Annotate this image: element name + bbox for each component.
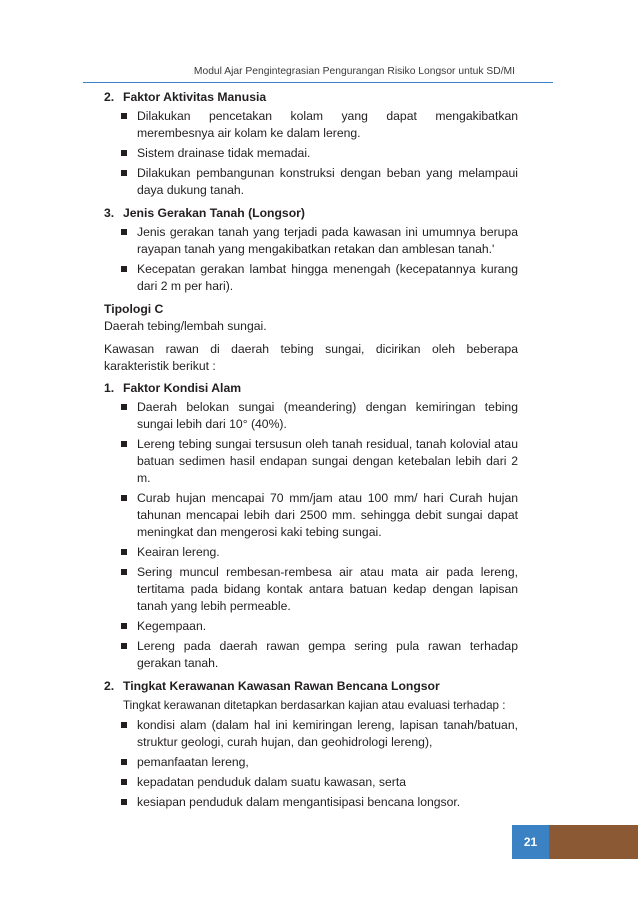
square-bullet-icon (121, 759, 127, 765)
square-bullet-icon (121, 799, 127, 805)
section-intro: Tingkat kerawanan ditetapkan berdasarkan kajian atau evaluasi terhadap : (123, 699, 506, 712)
bullet-list (104, 717, 518, 811)
square-bullet-icon (121, 623, 127, 629)
list-item: Lereng tebing sungai tersusun oleh tanah residual, tanah kolovial atau batuan sedimen hasil endapan sungai dengan ketebalan lebih dari 2 m. (104, 436, 518, 487)
bullet-list (104, 108, 518, 199)
list-item: Dilakukan pembangunan konstruksi dengan beban yang melampaui daya dukung tanah. (104, 165, 518, 199)
bullet-list (104, 224, 518, 295)
bullet-list (104, 399, 518, 672)
page-number: 21 (512, 825, 549, 859)
square-bullet-icon (121, 549, 127, 555)
square-bullet-icon (121, 643, 127, 649)
section-title: Faktor Aktivitas Manusia (123, 90, 267, 104)
list-item: Keairan lereng. (104, 544, 518, 561)
tipologi-title: Tipologi C (104, 302, 164, 316)
section-number: 1. (104, 381, 115, 395)
list-item: Lereng pada daerah rawan gempa sering pula rawan terhadap gerakan tanah. (104, 638, 518, 672)
section-number: 3. (104, 206, 115, 220)
list-item: Sistem drainase tidak memadai. (104, 145, 518, 162)
square-bullet-icon (121, 495, 127, 501)
list-item: kesiapan penduduk dalam mengantisipasi bencana longsor. (104, 794, 518, 811)
list-item: Sering muncul rembesan-rembesa air atau mata air pada lereng, tertitama pada bidang kontak antara batuan kedap dengan lapisan tanah yang lebih permeable. (104, 564, 518, 615)
section-heading (104, 678, 518, 695)
list-item: Kecepatan gerakan lambat hingga menengah (kecepatannya kurang dari 2 m per hari). (104, 261, 518, 295)
square-bullet-icon (121, 229, 127, 235)
list-item: Jenis gerakan tanah yang terjadi pada kawasan ini umumnya berupa rayapan tanah yang mengakibatkan retakan dan amblesan tanah.' (104, 224, 518, 258)
section-title: Faktor Kondisi Alam (123, 381, 242, 395)
tipologi-subtitle: Daerah tebing/lembah sungai. (104, 319, 267, 333)
square-bullet-icon (121, 170, 127, 176)
section-title: Jenis Gerakan Tanah (Longsor) (123, 206, 305, 220)
square-bullet-icon (121, 150, 127, 156)
list-item: Kegempaan. (104, 618, 518, 635)
list-item: Curab hujan mencapai 70 mm/jam atau 100 mm/ hari Curah hujan tahunan mencapai lebih dari 2500 mm. sehingga debit sungai dapat meningkat dan mengerosi kaki tebing sungai. (104, 490, 518, 541)
footer-bar (549, 825, 638, 859)
section-number: 2. (104, 679, 115, 693)
square-bullet-icon (121, 441, 127, 447)
running-header: Modul Ajar Pengintegrasian Pengurangan Risiko Longsor untuk SD/MI (193, 66, 515, 77)
square-bullet-icon (121, 404, 127, 410)
section-heading (104, 205, 518, 222)
tipologi-intro: Kawasan rawan di daerah tebing sungai, dicirikan oleh beberapa karakteristik berikut : (104, 342, 518, 373)
section-heading (104, 89, 518, 106)
section-number: 2. (104, 90, 115, 104)
header-rule (83, 82, 553, 83)
square-bullet-icon (121, 722, 127, 728)
page-body (104, 89, 518, 817)
section-title: Tingkat Kerawanan Kawasan Rawan Bencana Longsor (123, 679, 440, 693)
list-item: pemanfaatan lereng, (104, 754, 518, 771)
list-item: Daerah belokan sungai (meandering) dengan kemiringan tebing sungai lebih dari 10° (40%). (104, 399, 518, 433)
list-item: kondisi alam (dalam hal ini kemiringan lereng, lapisan tanah/batuan, struktur geologi, curah hujan, dan geohidrologi lereng), (104, 717, 518, 751)
section-heading (104, 380, 518, 397)
square-bullet-icon (121, 266, 127, 272)
square-bullet-icon (121, 779, 127, 785)
list-item: kepadatan penduduk dalam suatu kawasan, serta (104, 774, 518, 791)
square-bullet-icon (121, 569, 127, 575)
list-item: Dilakukan pencetakan kolam yang dapat mengakibatkan merembesnya air kolam ke dalam lereng. (104, 108, 518, 142)
square-bullet-icon (121, 113, 127, 119)
